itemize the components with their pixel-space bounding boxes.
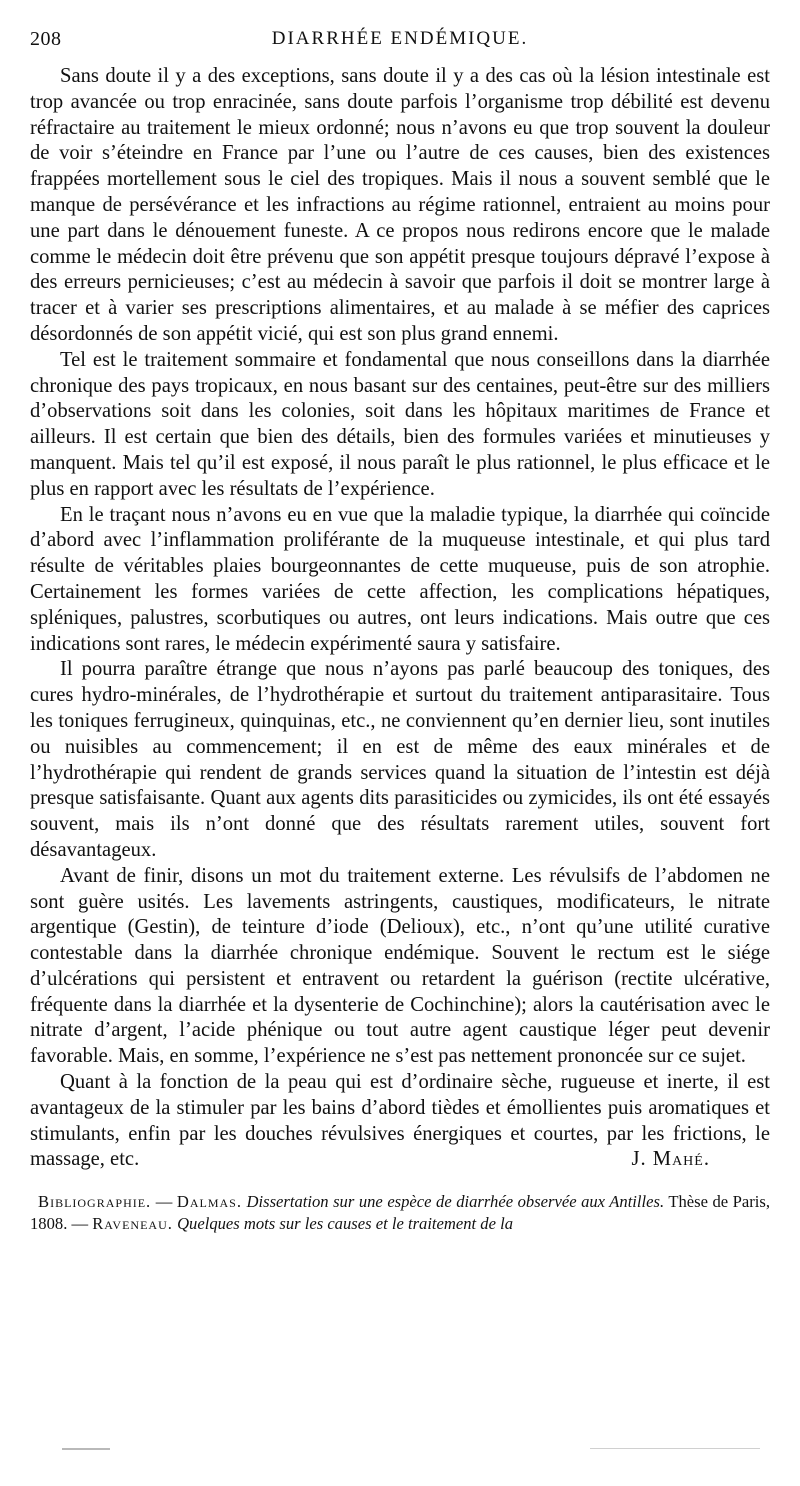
page-header [30,28,770,54]
bibliography-thesis: Thèse de Paris, 1808. [30,1192,771,1234]
bibliography-author: Dalmas. [176,1192,242,1212]
bibliography-entry [30,1191,770,1235]
scan-smudge [62,1448,110,1450]
paragraph: Avant de finir, disons un mot du traitement externe. Les révulsifs de l’abdomen ne sont guère usités. Les lavements astringents, caustiques, modificateurs, le nitrate argentique (Gestin), de teinture d’iode (Delioux), etc., n’ont qu’une utilité curative contestable dans la diarrhée chronique endémique. Souvent le rectum est le siége d’ulcérations qui persistent et entravent ou retardent la guérison (rectite ulcérative, fréquente dans la diarrhée et la dysenterie de Cochinchine); alors la cautérisation avec le nitrate d’argent, l’acide phénique ou tout autre agent caustique léger peut devenir favorable. Mais, en somme, l’expérience ne s’est pas nettement prononcée sur ce sujet. [30,864,770,1068]
page-number: 208 [30,28,62,50]
scan-smudge [590,1448,760,1449]
paragraph-last [30,1070,770,1173]
paragraph: Tel est le traitement sommaire et fondamental que nous conseillons dans la diarrhée chronique des pays tropicaux, en nous basant sur des centaines, peut-être sur des milliers d’observations soit dans les colonies, soit dans les hôpitaux maritimes de France et ailleurs. Il est certain que bien des détails, bien des formules variées et minutieuses y manquent. Mais tel qu’il est exposé, il nous paraît le plus rationnel, le plus efficace et le plus en rapport avec les résultats de l’expérience. [30,348,770,500]
bibliography-title: Quelques mots sur les causes et le traitement de la [177,1214,514,1234]
bibliography [30,1191,770,1235]
paragraph: Sans doute il y a des exceptions, sans doute il y a des cas où la lésion intestinale est trop avancée ou trop enracinée, sans doute parfois l’organisme trop débilité est devenu réfractaire au traitement le mieux ordonné; nous n’avons eu que trop souvent la douleur de voir s’éteindre en France par l’une ou l’autre de ces causes, bien des existences frappées mortellement sous le ciel des tropiques. Mais il nous a souvent semblé que le manque de persévérance et les infractions au régime rationnel, entraient au moins pour une part dans le dénouement funeste. A ce propos nous redirons encore que le malade comme le médecin doit être prévenu que son appétit presque toujours dépravé l’expose à des erreurs pernicieuses; c’est au médecin à savoir que parfois il doit se montrer large à tracer et à varier ses prescriptions alimentaires, et au malade à se méfier des caprices désordonnés de son appétit vicié, qui est son plus grand ennemi. [30,65,770,345]
page [30,28,770,1235]
separator: — [67,1214,93,1234]
bibliography-author: Raveneau. [92,1214,173,1234]
bibliography-title: Dissertation sur une espèce de diarrhée observée aux Antilles. [246,1192,665,1212]
body-text [30,64,770,1173]
paragraph-last-text: Quant à la fonction de la peau qui est d’ordinaire sèche, rugueuse et inerte, il est avantageux de la stimuler par les bains d’abord tièdes et émollientes puis aromatiques et stimulants, enfin par les douches révulsives énergiques et courtes, par les frictions, le massage, etc. [30,1071,770,1171]
separator: — [151,1192,177,1212]
paragraph: Il pourra paraître étrange que nous n’ayons pas parlé beaucoup des toniques, des cures hydro-minérales, de l’hydrothérapie et surtout du traitement antiparasitaire. Tous les toniques ferrugineux, quinquinas, etc., ne conviennent qu’en dernier lieu, sont inutiles ou nuisibles au commencement; il en est de même des eaux minérales et de l’hydrothérapie qui rendent de grands services quand la situation de l’intestin est déjà presque satisfaisante. Quant aux agents dits parasiticides ou zymicides, ils ont été essayés souvent, mais ils n’ont donné que des résultats rarement utiles, souvent fort désavantageux. [30,658,770,861]
author-signature: J. Mahé. [631,1148,710,1171]
paragraph: En le traçant nous n’avons eu en vue que la maladie typique, la diarrhée qui coïncide d’abord avec l’inflammation proliférante de la muqueuse intestinale, et qui plus tard résulte de véritables plaies bourgeonnantes de cette muqueuse, puis de son atrophie. Certainement les formes variées de cette affection, les complications hépatiques, spléniques, palustres, scorbutiques ou autres, ont leurs indications. Mais outre que ces indications sont rares, le médecin expérimenté saura y satisfaire. [30,503,770,655]
running-title: DIARRHÉE ENDÉMIQUE. [271,28,529,49]
bibliography-label: Bibliographie. [38,1192,152,1212]
